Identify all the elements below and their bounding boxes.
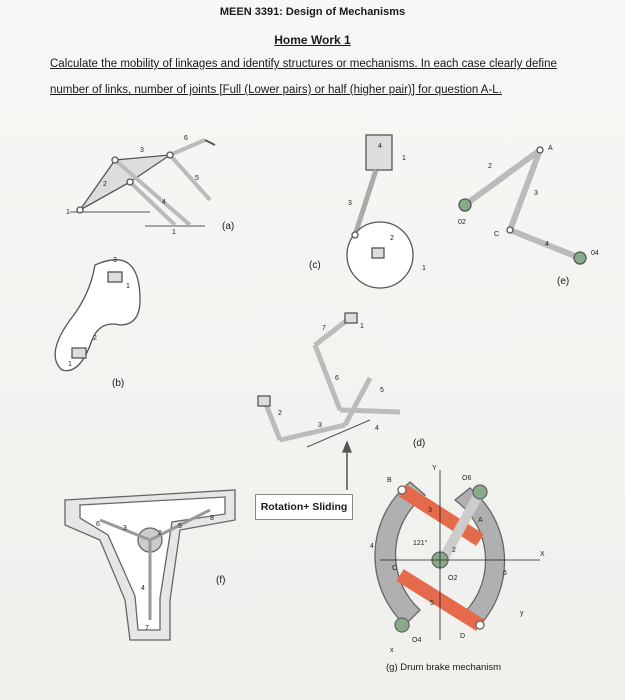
fig-a-link-6: 6	[184, 135, 188, 142]
fig-g-label-y: y	[520, 610, 524, 617]
figure-g-label: (g) Drum brake mechanism	[386, 662, 502, 673]
fig-d-link-2: 2	[278, 410, 282, 417]
figure-d-linkage	[258, 313, 400, 490]
rotation-sliding-note: Rotation+ Sliding	[255, 494, 353, 520]
instruction-line-1: Calculate the mobility of linkages and identify structures or mechanisms. In each case clearly define	[50, 58, 557, 70]
figure-f-label: (f)	[216, 575, 226, 586]
fig-d-link-1: 1	[360, 323, 364, 330]
fig-e-label-02: 02	[458, 219, 466, 226]
fig-b-link-1b: 1	[68, 361, 72, 368]
fig-e-label-04: 04	[591, 250, 599, 257]
homework-title: Home Work 1	[274, 33, 351, 47]
fig-f-link-3: 3	[123, 525, 127, 532]
fig-e-label-C: C	[494, 231, 500, 238]
fig-a-link-1: 1	[66, 209, 70, 216]
figure-f-mechanism	[65, 490, 235, 640]
fig-f-link-8: 8	[210, 515, 214, 522]
fig-a-link-1b: 1	[172, 229, 176, 236]
fig-b-link-3: 3	[113, 257, 117, 264]
figure-e-linkage	[459, 147, 586, 264]
fig-g-label-x: x	[390, 647, 394, 654]
fig-a-link-5: 5	[195, 175, 199, 182]
fig-g-label-O6: O6	[462, 475, 472, 482]
fig-e-link-2: 2	[488, 163, 492, 170]
fig-e-label-A: A	[548, 145, 553, 152]
fig-d-link-7: 7	[322, 325, 326, 332]
fig-f-link-7: 7	[145, 625, 149, 632]
fig-g-label-X: X	[540, 551, 545, 558]
figure-a-label: (a)	[222, 221, 235, 232]
fig-f-link-6: 6	[96, 521, 100, 528]
figure-b-plate	[55, 260, 140, 371]
fig-c-link-2: 2	[390, 235, 394, 242]
fig-c-link-1: 1	[402, 155, 406, 162]
fig-d-link-6: 6	[335, 375, 339, 382]
fig-g-label-O2: O2	[448, 575, 458, 582]
fig-a-link-4: 4	[162, 199, 166, 206]
fig-g-link-3: 3	[428, 507, 432, 514]
fig-g-link-4: 4	[370, 543, 374, 550]
figure-d-label: (d)	[413, 438, 426, 449]
fig-c-link-4: 4	[378, 143, 382, 150]
course-title: MEEN 3391: Design of Mechanisms	[219, 6, 406, 18]
fig-c-link-1b: 1	[422, 265, 426, 272]
fig-b-link-2: 2	[93, 335, 97, 342]
instruction-line-2: number of links, number of joints [Full (Lower pairs) or half (higher pair)] for question A-L.	[50, 84, 502, 96]
figure-g-drum-brake	[375, 470, 540, 640]
figure-c-label: (c)	[309, 260, 321, 271]
fig-g-label-O4: O4	[412, 637, 422, 644]
fig-e-link-4: 4	[545, 241, 549, 248]
fig-g-link-6: 6	[503, 570, 507, 577]
fig-g-label-C: C	[392, 565, 398, 572]
fig-g-label-B: B	[387, 477, 392, 484]
fig-g-angle-121: 121°	[413, 540, 428, 547]
fig-g-label-D: D	[460, 633, 466, 640]
fig-d-link-5: 5	[380, 387, 384, 394]
fig-a-link-3: 3	[140, 147, 144, 154]
figure-b-label: (b)	[112, 378, 125, 389]
fig-g-link-5: 5	[430, 600, 434, 607]
fig-f-link-2: 2	[158, 530, 162, 537]
fig-b-link-1: 1	[126, 283, 130, 290]
fig-c-link-3: 3	[348, 200, 352, 207]
fig-g-label-A: A	[478, 517, 483, 524]
fig-d-link-4: 4	[375, 425, 379, 432]
fig-g-label-Y: Y	[432, 465, 437, 472]
fig-g-link-2: 2	[452, 547, 456, 554]
fig-f-link-5: 5	[178, 523, 182, 530]
fig-f-link-4: 4	[141, 585, 145, 592]
fig-e-link-3: 3	[534, 190, 538, 197]
fig-a-link-2: 2	[103, 181, 107, 188]
figure-e-label: (e)	[557, 276, 570, 287]
fig-d-link-3: 3	[318, 422, 322, 429]
